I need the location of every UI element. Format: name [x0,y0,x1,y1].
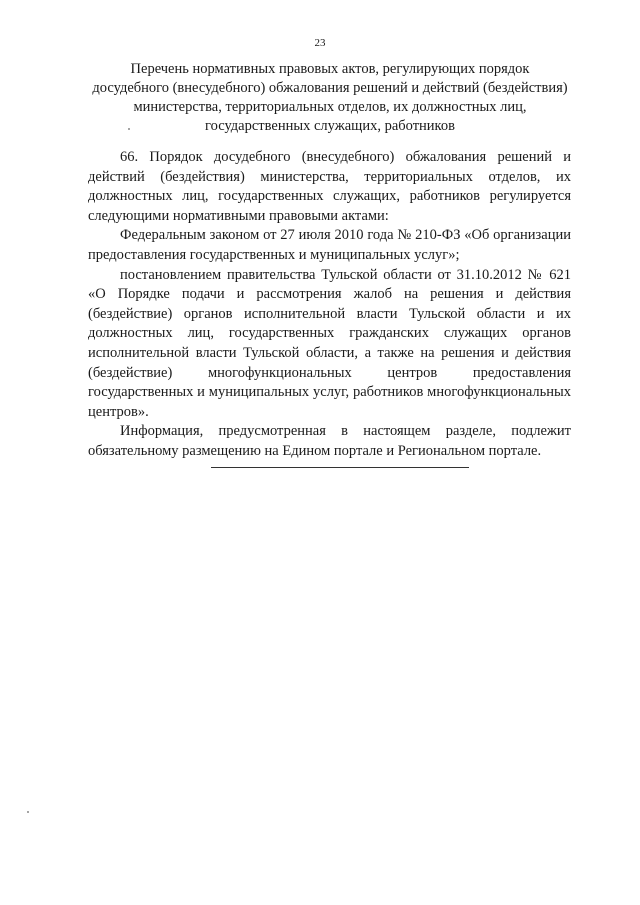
section-heading [70,60,590,136]
heading-line: Перечень нормативных правовых актов, регулирующих порядок [130,61,530,77]
scan-speck [27,811,29,813]
paragraph-information-placement: Информация, предусмотренная в настоящем разделе, подлежит обязательному размещению на Едином портале и Региональном портале. [88,423,571,459]
paragraph-66: 66. Порядок досудебного (внесудебного) обжалования решений и действий (бездействия) министерства, территориальных отделов, их должностных лиц, государственных служащих, работников регулируется следующими нормативными правовыми актами: [88,149,571,224]
closing-separator-line [211,467,469,468]
paragraph-federal-law: Федеральным законом от 27 июля 2010 года № 210-ФЗ «Об организации предоставления государственных и муниципальных услуг»; [88,227,571,263]
heading-line: государственных служащих, работников [205,118,455,134]
heading-line: министерства, территориальных отделов, их должностных лиц, [133,99,527,115]
paragraph-resolution-continuation: «О Порядке подачи и рассмотрения жалоб на решения и действия (бездействие) органов исполнительной власти Тульской области и их должностных лиц, государственных гражданских служащих органов исполнительной власти Тульской области, а также на решения и действия (бездействие) многофункциональных центров предоставления государственных и муниципальных услуг, работников многофункциональных центров». [88,286,571,420]
heading-line: досудебного (внесудебного) обжалования решений и действий (бездействия) [92,80,568,96]
page-number: 23 [314,37,326,49]
document-body [88,148,571,462]
scan-speck [128,128,130,130]
paragraph-resolution-first-line: постановлением правительства Тульской области от 31.10.2012 № 621 [120,266,571,283]
